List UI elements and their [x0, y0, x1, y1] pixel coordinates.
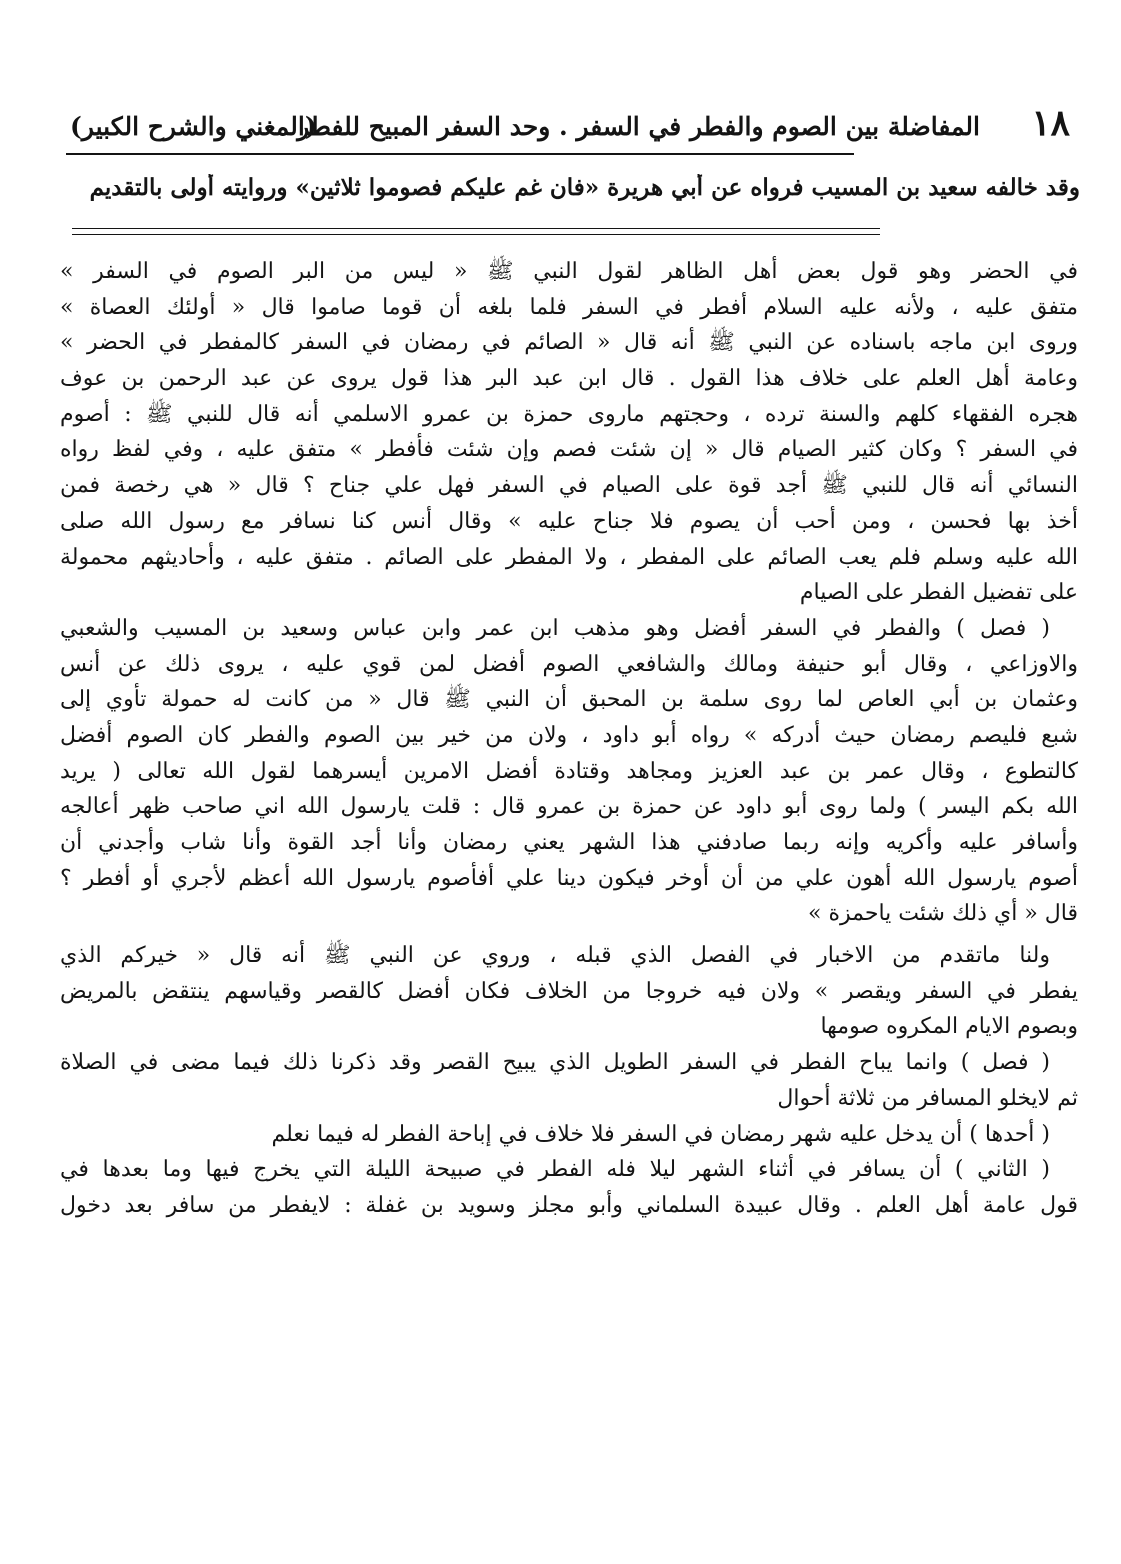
text-line: والاوزاعي ، وقال أبو حنيفة ومالك والشافعي الصوم أفضل لمن قوي عليه ، يروى ذلك عن أنس	[60, 651, 1078, 677]
text-line: ولنا ماتقدم من الاخبار في الفصل الذي قبله ، وروي عن النبي ﷺ أنه قال « خيركم الذي	[60, 943, 1050, 969]
text-line: الله بكم اليسر ) ولما روى أبو داود عن حمزة بن عمرو قال : قلت يارسول الله اني صاحب ظهر أعالجه	[60, 794, 1078, 820]
text-line: وعامة أهل العلم على خلاف هذا القول . قال ابن عبد البر هذا قول يروى عن عبد الرحمن بن عوف	[60, 366, 1078, 392]
previous-section-line: وقد خالفه سعيد بن المسيب فرواه عن أبي هريرة «فان غم عليكم فصوموا ثلاثين» وروايته أولى بالتقديم	[89, 174, 1080, 201]
text-line: على تفضيل الفطر على الصيام	[799, 580, 1078, 606]
text-line: قول عامة أهل العلم . وقال عبيدة السلماني وأبو مجلز وسويد بن غفلة : لايفطر من سافر بعد دخول	[60, 1192, 1078, 1218]
separator-rule-bottom	[72, 234, 880, 235]
text-line: وعثمان بن أبي العاص لما روى سلمة بن المحبق أن النبي ﷺ قال « من كانت له حمولة تأوي إلى	[60, 687, 1078, 713]
body-text	[60, 254, 1078, 1224]
text-line: ( فصل ) وانما يباح الفطر في السفر الطويل الذي يبيح القصر وقد ذكرنا ذلك فيما مضى في الصلاة	[60, 1050, 1051, 1076]
text-line: الله عليه وسلم فلم يعب الصائم على المفطر ، ولا المفطر على الصائم . متفق عليه ، وأحاديثهم محمولة	[60, 544, 1078, 570]
text-line: ثم لايخلو المسافر من ثلاثة أحوال	[777, 1085, 1078, 1111]
running-title: المفاضلة بين الصوم والفطر في السفر . وحد السفر المبيح للفطر	[297, 112, 980, 141]
text-line: في الحضر وهو قول بعض أهل الظاهر لقول النبي ﷺ « ليس من البر الصوم في السفر »	[60, 259, 1078, 284]
text-line: يفطر في السفر ويقصر » ولان فيه خروجا من الخلاف فكان أفضل كالقصر وقياسهم ينتقض بالمريض	[60, 978, 1078, 1004]
text-line: أخذ بها فحسن ، ومن أحب أن يصوم فلا جناح عليه » وقال أنس كنا نسافر مع رسول الله صلى	[60, 508, 1078, 534]
text-line: أصوم يارسول الله أهون علي من أن أوخر فيكون دينا علي أفأصوم يارسول الله أعظم لأجري أو أفطر ؟	[60, 865, 1078, 891]
text-line: هجره الفقهاء كلهم والسنة ترده ، وحجتهم ماروى حمزة بن عمرو الاسلمي أنه قال للنبي ﷺ : أصوم	[60, 401, 1078, 427]
page-number: ١٨	[1031, 102, 1070, 144]
text-line: شبع فليصم رمضان حيث أدركه » رواه أبو داود ، ولان من خير بين الصوم والفطر كان الصوم أفضل	[60, 722, 1078, 748]
text-line: وروى ابن ماجه باسناده عن النبي ﷺ أنه قال « الصائم في رمضان في السفر كالمفطر في الحضر »	[60, 330, 1078, 356]
text-line: وبصوم الايام المكروه صومها	[820, 1014, 1078, 1040]
header-rule	[66, 153, 854, 155]
text-line: قال « أي ذلك شئت ياحمزة »	[808, 901, 1078, 927]
text-line: ( الثاني ) أن يسافر في أثناء الشهر ليلا فله الفطر في صبيحة الليلة التي يخرج فيها وما بعدها في	[60, 1157, 1050, 1183]
text-line: كالتطوع ، وقال عمر بن عبد العزيز ومجاهد وقتادة أفضل الامرين أيسرهما لقول الله تعالى ( يريد	[60, 758, 1078, 784]
text-line: وأسافر عليه وأكريه وإنه ربما صادفني هذا الشهر يعني رمضان وأنا أجد القوة وأنا شاب وأجدني أن	[60, 830, 1078, 855]
text-line: ( أحدها ) أن يدخل عليه شهر رمضان في السفر فلا خلاف في إباحة الفطر له فيما نعلم	[271, 1121, 1050, 1147]
text-line: متفق عليه ، ولأنه عليه السلام أفطر في السفر فلما بلغه أن قوما صاموا قال « أولئك العصاة »	[60, 294, 1078, 320]
text-line: في السفر ؟ وكان كثير الصيام قال « إن شئت فصم وإن شئت فأفطر » متفق عليه ، وفي لفظ رواه	[60, 437, 1078, 463]
text-line: النسائي أنه قال للنبي ﷺ أجد قوة على الصيام في السفر فهل علي جناح ؟ قال « هي رخصة فمن	[60, 473, 1078, 499]
separator-rule-top	[72, 228, 880, 229]
text-line: ( فصل ) والفطر في السفر أفضل وهو مذهب ابن عمر وابن عباس وسعيد بن المسيب والشعبي	[60, 615, 1050, 641]
page-header	[70, 102, 1070, 150]
book-title: (المغني والشرح الكبير)	[70, 112, 317, 141]
